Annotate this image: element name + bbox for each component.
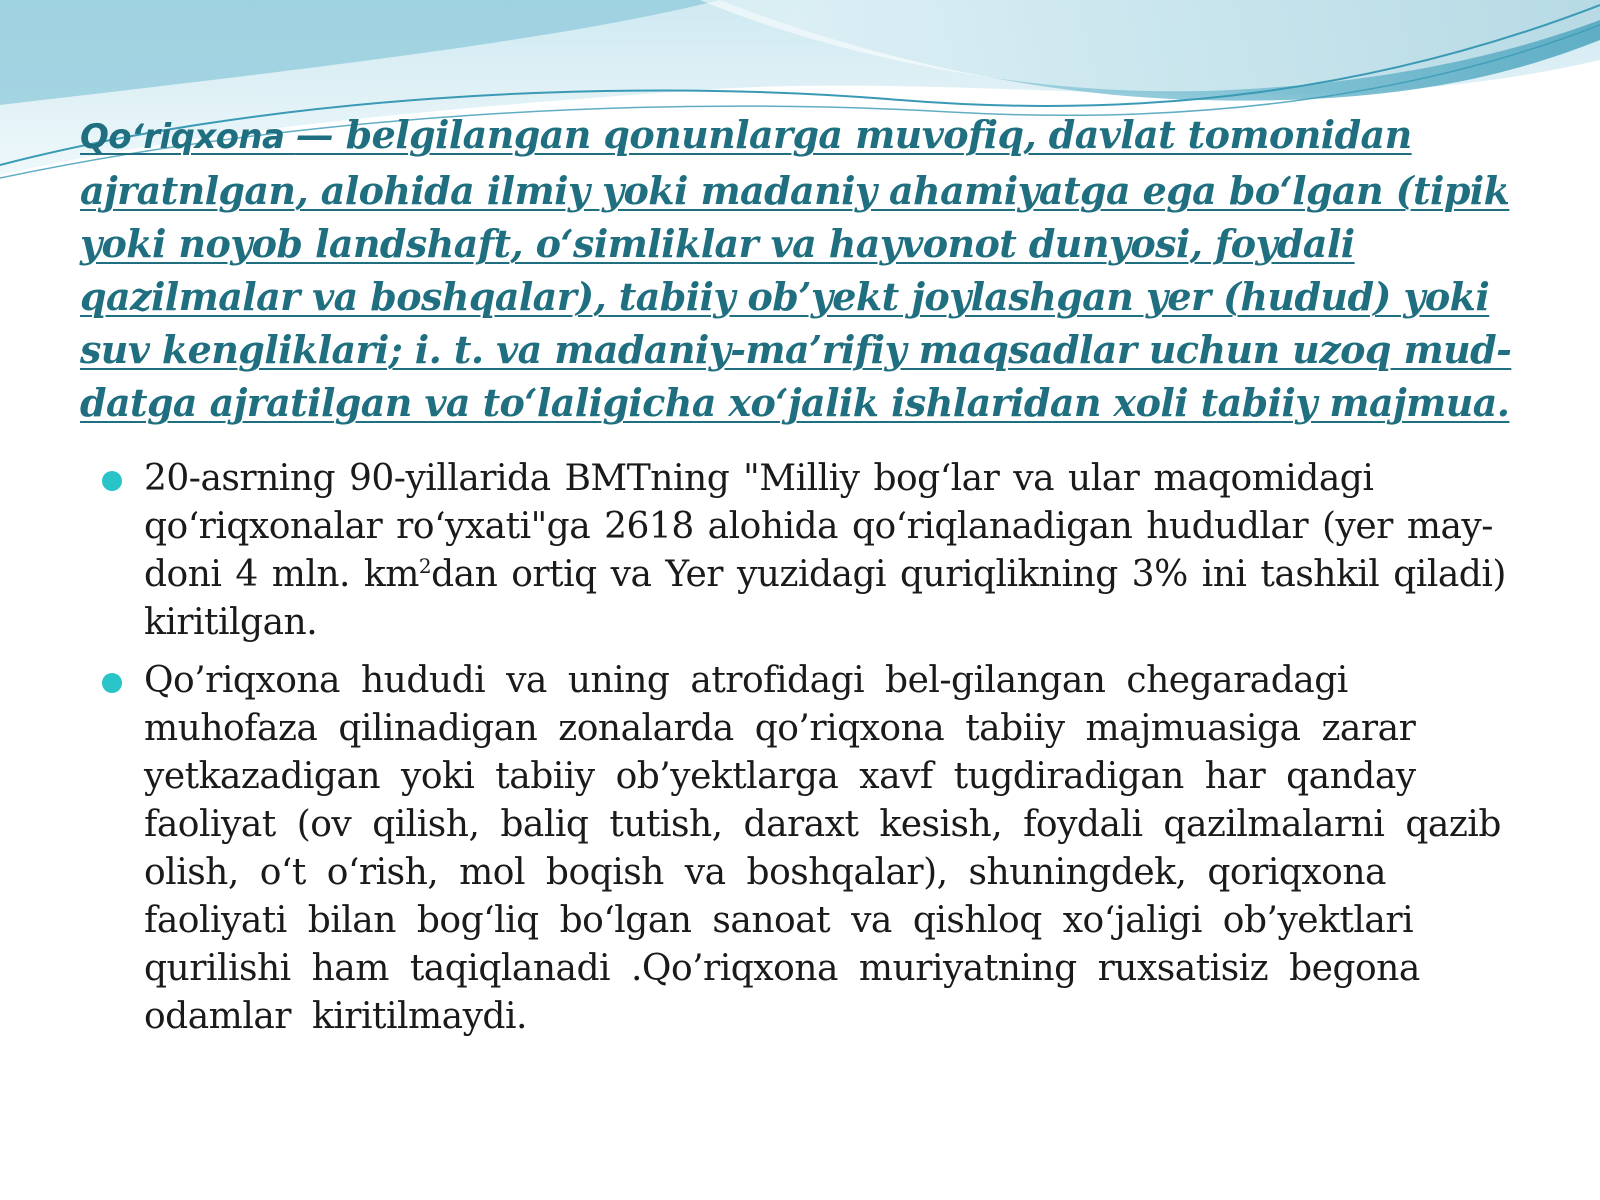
title-term: Qo‘riqxona [80,117,296,157]
bullet-text-part: 20-asrning 90-yillarida BMTning "Milliy bog‘lar va ular maqomidagi qo‘riqxonalar ro‘yxati"ga 2618 alohida qo‘riqlanadigan hududlar (yer may-doni 4 mln. km [144,458,1493,595]
title-definition-text: — belgilangan qonunlarga muvofiq, davlat tomonidan ajratnlgan, alohida ilmiy yoki madaniy ahamiyatga ega bo‘lgan (tipik yoki noyob landshaft, o‘simliklar va hayvonot dunyosi, foydali qazilmalar va boshqalar), tabiiy ob’yekt joylashgan yer (hudud) yoki suv kengliklari; i. t. va madaniy-ma’rifiy maqsadlar uchun uzoq mud-datga ajratilgan va to‘laligicha xo‘jalik ishlaridan xoli tabiiy majmua. [80,112,1512,425]
bullet-text-restrictions: Qo’riqxona hududi va uning atrofidagi bel-gilangan chegaradagi muhofaza qilinadigan zonalarda qo’riqxona tabiiy majmuasiga zarar yetkazadigan yoki tabiiy ob’yektlarga xavf tugdiradigan har qanday faoliyat (ov qilish, baliq tutish, daraxt kesish, foydali qazilmalarni qazib olish, o‘t o‘rish, mol boqish va boshqalar), shuningdek, qoriqxona faoliyati bilan bog‘liq bo‘lgan sanoat va qishloq xo‘jaligi ob’yektlari qurilishi ham taqiqlanadi .Qo’riqxona muriyatning ruxsatisiz begona odamlar kiritilmaydi. [144,660,1501,1037]
bullet-dot-icon [102,673,122,693]
bullet-item [96,657,1516,1041]
slide-title-definition [80,108,1520,429]
bullet-list [96,455,1516,1051]
bullet-text-un-list [144,455,1516,647]
bullet-dot-icon [102,471,122,491]
bullet-text-part: dan ortiq va Yer yuzidagi quriqlikning 3% ini tashkil qiladi) kiritilgan. [144,554,1506,643]
superscript-two: 2 [418,554,432,578]
bullet-item [96,455,1516,647]
